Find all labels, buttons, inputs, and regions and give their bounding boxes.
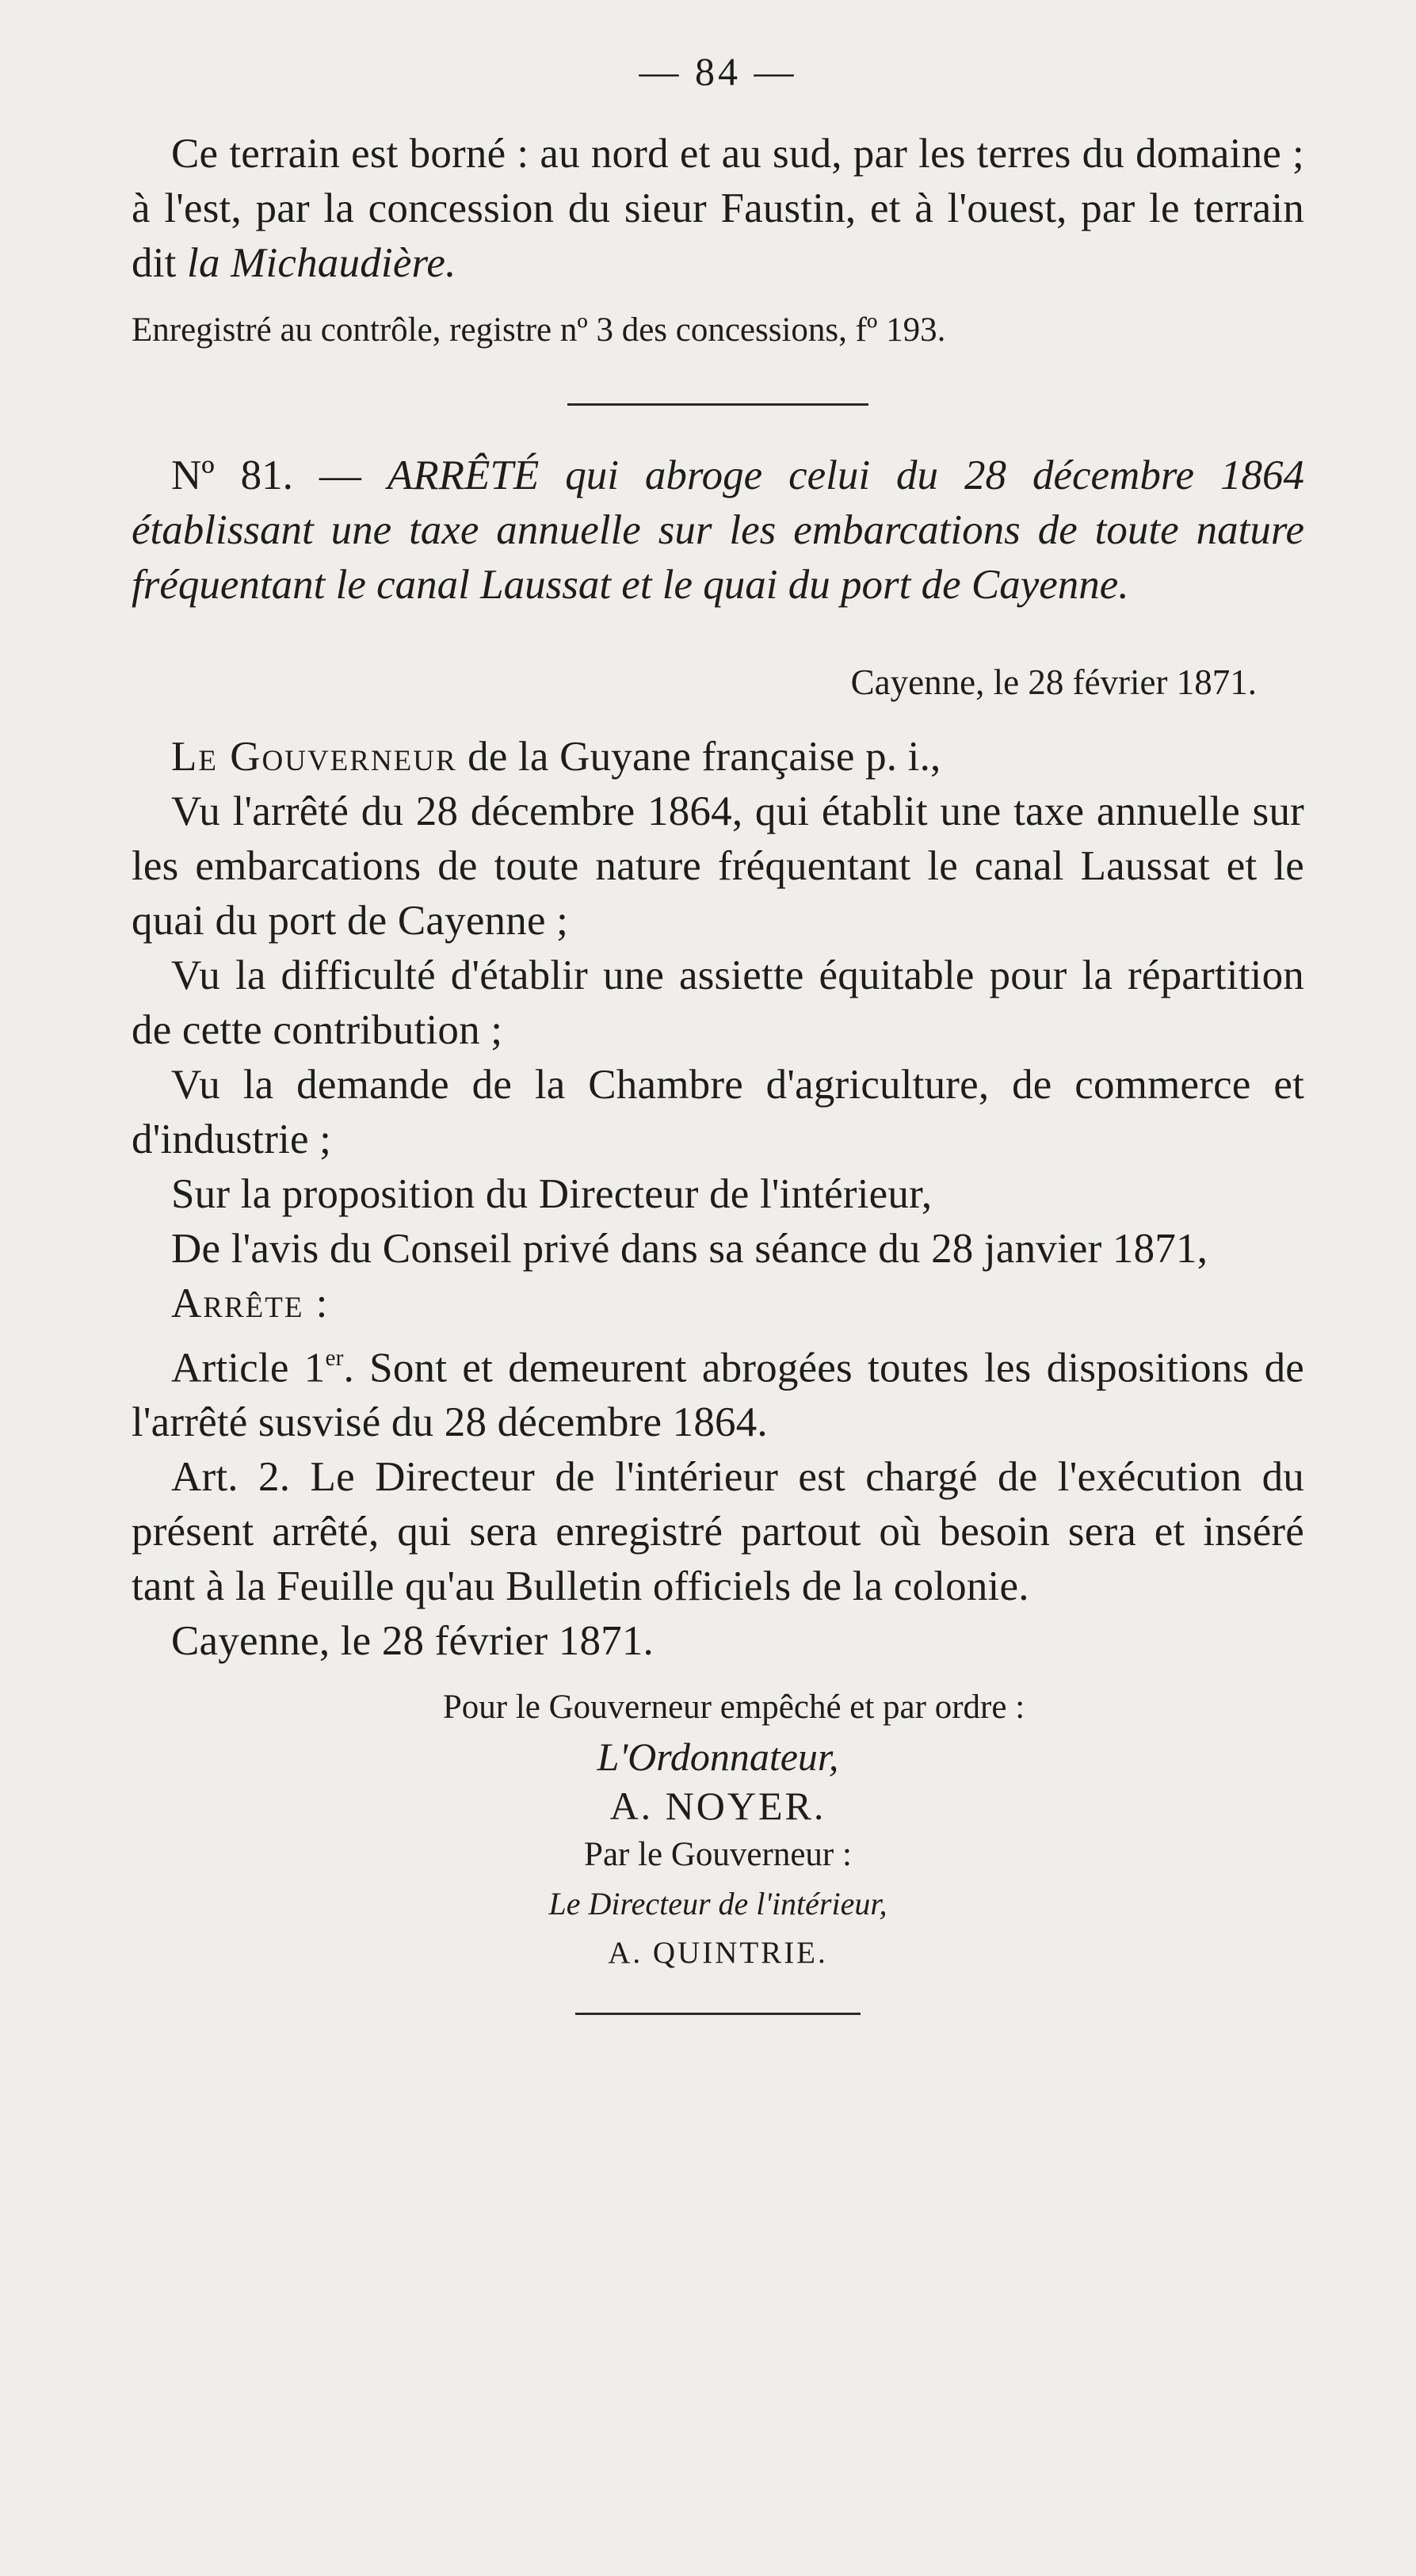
signature-block — [132, 1683, 1304, 1978]
article-2: Art. 2. Le Directeur de l'intérieur est chargé de l'exécution du présent arrêté, qui sera enregistré partout où besoin sera et inséré tant à la Feuille qu'au Bulletin officiels de la colonie. — [132, 1454, 1304, 1610]
signature-line-1: Pour le Gouverneur empêché et par ordre : — [442, 1689, 1025, 1727]
end-divider — [575, 2013, 861, 2015]
consideration-4: Sur la proposition du Directeur de l'intérieur, — [171, 1171, 933, 1217]
article-1-label: Article 1 — [171, 1345, 326, 1391]
arrete-label: Arrête : — [171, 1280, 330, 1326]
opening-formula-rest: de la Guyane française p. i., — [456, 734, 941, 780]
consideration-5: De l'avis du Conseil privé dans sa séance du 28 janvier 1871, — [171, 1226, 1208, 1272]
page-number: — 84 — — [639, 49, 797, 93]
opening-paragraph — [132, 127, 1304, 291]
consideration-3: Vu la demande de la Chambre d'agriculture, de commerce et d'industrie ; — [132, 1062, 1304, 1162]
signature-role-1: L'Ordonnateur, — [597, 1735, 839, 1780]
article-1-sup: er — [325, 1345, 344, 1371]
decree-number: Nº 81. — [171, 452, 293, 498]
article-1 — [132, 1331, 1304, 1450]
closing-place-date: Cayenne, le 28 février 1871. — [171, 1618, 654, 1665]
governor-caps: Le Gouverneur — [171, 734, 457, 780]
consideration-2: Vu la difficulté d'établir une assiette équitable pour la répartition de cette contribution ; — [132, 952, 1304, 1053]
place-name: la Michaudière. — [187, 240, 456, 286]
signature-name-1: A. NOYER. — [609, 1784, 826, 1829]
decree-dash: — — [292, 452, 387, 498]
decree-heading — [132, 448, 1304, 613]
signature-line-2: Par le Gouverneur : — [584, 1836, 852, 1874]
section-divider — [567, 403, 868, 406]
opening-formula — [132, 730, 1304, 784]
signature-role-2: Le Directeur de l'intérieur, — [548, 1886, 887, 1922]
text-column — [132, 48, 1304, 2058]
opening-text: Ce terrain est borné : au nord et au sud, par les terres du domaine ; à l'est, par la concession du sieur Faustin, et à l'ouest, par le terrain dit — [132, 131, 1304, 286]
place-date: Cayenne, le 28 février 1871. — [850, 662, 1257, 702]
consideration-1: Vu l'arrêté du 28 décembre 1864, qui établit une taxe annuelle sur les embarcations de toute nature fréquentant le canal Laussat et le quai du port de Cayenne ; — [132, 788, 1304, 944]
signature-name-2: A. QUINTRIE. — [608, 1936, 828, 1971]
registration-note: Enregistré au contrôle, registre nº 3 des concessions, fº 193. — [132, 311, 946, 349]
decree-title: ARRÊTÉ qui abroge celui du 28 décembre 1864 établissant une taxe annuelle sur les embarcations de toute nature fréquentant le canal Laussat et le quai du port de Cayenne. — [132, 452, 1304, 608]
article-1-text: . Sont et demeurent abrogées toutes les dispositions de l'arrêté susvisé du 28 décembre 1864. — [132, 1345, 1304, 1446]
